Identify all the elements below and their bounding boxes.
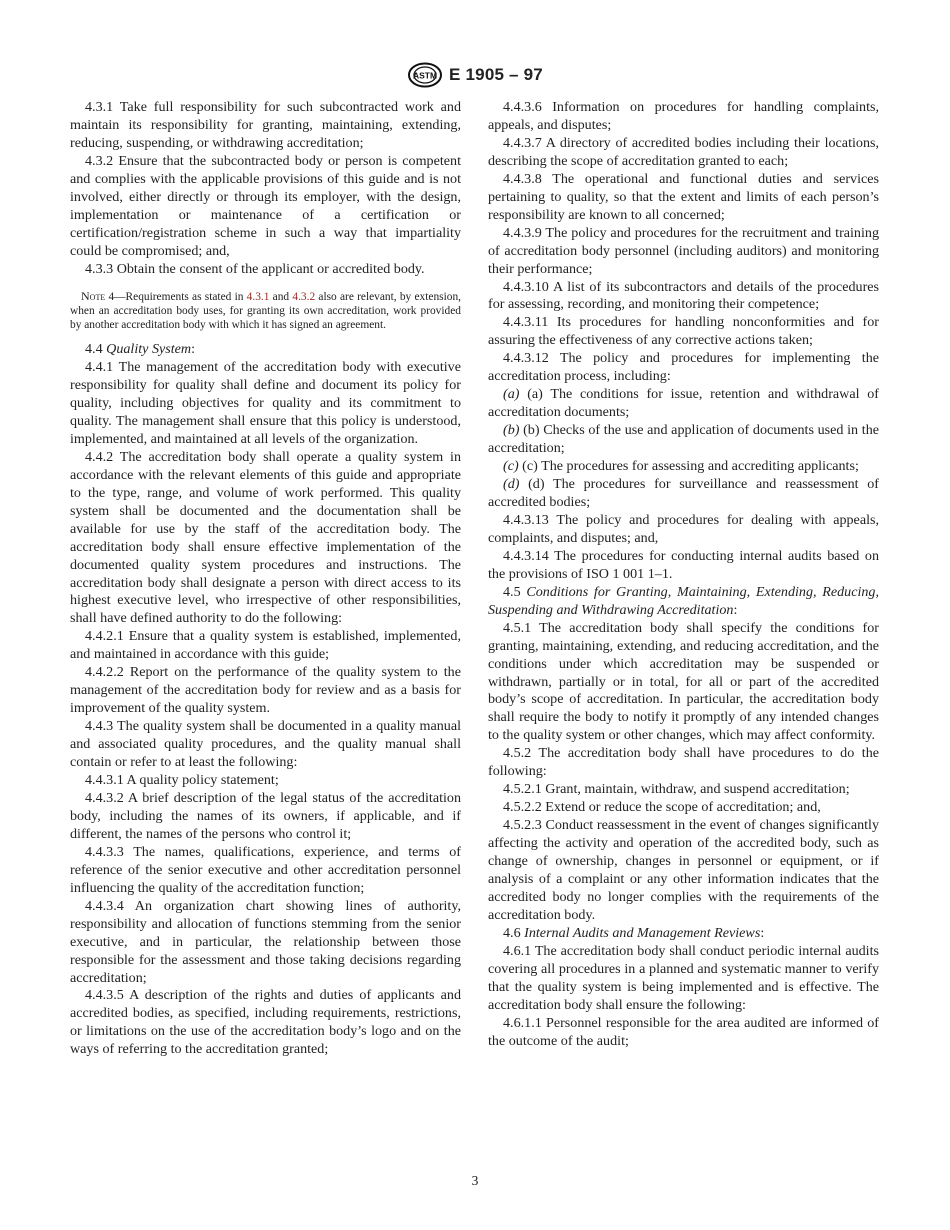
note-number: 4: [108, 290, 115, 303]
clause-4-4-1: 4.4.1 The management of the accreditation body with executive responsibility for quality shall define and document its policy for quality, including objectives for quality and its commitment to quality. The management shall ensure that this policy is understood, implemented, and maintained at all levels of the organization.: [70, 359, 461, 447]
clause-4-3-2: 4.3.2 Ensure that the subcontracted body or person is competent and complies with the applicable provisions of this guide and is not involved, either directly or through its employer, with the design, implementation or maintenance of a certification or certification/registration scheme in such a way that impartiality could be compromised; and,: [70, 152, 461, 259]
svg-text:ASTM: ASTM: [413, 70, 438, 81]
clause-4-4-3-9: 4.4.3.9 The policy and procedures for the recruitment and training of accreditation body personnel (including auditors) and monitoring their performance;: [488, 224, 879, 277]
list-item-d: (d) (d) The procedures for surveillance and reassessment of accredited bodies;: [488, 476, 879, 510]
list-item-c: (c) (c) The procedures for assessing and accrediting applicants;: [503, 458, 859, 475]
standard-designation: E 1905 – 97: [449, 65, 543, 84]
section-heading-4-5: 4.5 Conditions for Granting, Maintaining, Extending, Reducing, Suspending and Withdrawing Accreditation:: [488, 583, 879, 618]
clause-4-5-1: 4.5.1 The accreditation body shall specify the conditions for granting, maintaining, extending, and reducing accreditation, and the conditions under which accreditation may be suspended or withdrawn, partially or in total, for all or part of the accredited body’s scope of accreditation. In particular, the accreditation body shall require the body to notify it promptly of any intended changes to the quality system or other changes, which may affect conformity.: [488, 619, 879, 744]
ref-4-3-1-link[interactable]: 4.3.1: [246, 290, 270, 303]
clause-4-4-3-1: 4.4.3.1 A quality policy statement;: [85, 772, 279, 789]
astm-logo-icon: [407, 62, 443, 88]
note-4: Note 4—Requirements as stated in 4.3.1 and 4.3.2 also are relevant, by extension, when an accreditation body uses, for granting its own accreditation, work provided by another accreditation body with which it has signed an agreement.: [70, 288, 461, 331]
clause-4-4-3-2: 4.4.3.2 A brief description of the legal status of the accreditation body, including the names of its owners, if applicable, and if different, the names of the persons who control it;: [70, 789, 461, 842]
clause-4-4-3-3: 4.4.3.3 The names, qualifications, experience, and terms of reference of the senior executive and other accreditation personnel influencing the quality of the accreditation function;: [70, 843, 461, 896]
clause-4-4-2-1: 4.4.2.1 Ensure that a quality system is established, implemented, and maintained in accordance with this guide;: [70, 628, 461, 663]
page-number: 3: [471, 1173, 479, 1188]
clause-4-4-3-11: 4.4.3.11 Its procedures for handling nonconformities and for assuring the effectiveness of any corrective actions taken;: [488, 314, 879, 349]
clause-4-4-2: 4.4.2 The accreditation body shall operate a quality system in accordance with the relevant elements of this guide and appropriate to the type, range, and volume of work performed. This quality system shall be documented and the documentation shall be available for use by the staff of the accreditation body. The accreditation body shall ensure effective implementation of the documented quality system procedures and instructions. The accreditation body shall designate a person with direct access to its highest executive level, who irrespective of other responsibilities, shall have defined authority to do the following:: [70, 448, 461, 627]
clause-4-6-1-1: 4.6.1.1 Personnel responsible for the area audited are informed of the outcome of the audit;: [488, 1014, 879, 1049]
clause-4-4-3-10: 4.4.3.10 A list of its subcontractors and details of the procedures for assessing, recording, and monitoring their competence;: [488, 278, 879, 313]
section-heading-4-4: 4.4 Quality System:: [85, 341, 196, 358]
clause-4-4-3-6: 4.4.3.6 Information on procedures for handling complaints, appeals, and disputes;: [488, 99, 879, 133]
clause-4-4-3-4: 4.4.3.4 An organization chart showing lines of authority, responsibility and allocation of functions stemming from the senior executive, and in particular, the relationship between those responsible for the assessment and those taking decisions regarding accreditation;: [70, 897, 461, 986]
clause-4-4-3-13: 4.4.3.13 The policy and procedures for dealing with appeals, complaints, and disputes; and,: [488, 511, 879, 546]
section-heading-4-6: 4.6 Internal Audits and Management Reviews:: [503, 924, 765, 941]
list-item-b: (b) (b) Checks of the use and application of documents used in the accreditation;: [488, 422, 879, 457]
clause-4-3-3: 4.3.3 Obtain the consent of the applicant or accredited body.: [85, 260, 425, 277]
clause-4-5-2-1: 4.5.2.1 Grant, maintain, withdraw, and suspend accreditation;: [503, 781, 850, 798]
clause-4-5-2: 4.5.2 The accreditation body shall have procedures to do the following:: [488, 745, 879, 780]
clause-4-4-3-12: 4.4.3.12 The policy and procedures for implementing the accreditation process, including:: [488, 350, 879, 385]
clause-4-5-2-2: 4.5.2.2 Extend or reduce the scope of accreditation; and,: [503, 799, 821, 816]
clause-4-6-1: 4.6.1 The accreditation body shall conduct periodic internal audits covering all procedures in a planned and systematic manner to verify that the quality system is being implemented and is effective. The accreditation body shall ensure the following:: [488, 942, 879, 1013]
clause-4-4-2-2: 4.4.2.2 Report on the performance of the quality system to the management of the accreditation body for review and as a basis for improvement of the quality system.: [70, 664, 461, 717]
left-column: [70, 99, 461, 1059]
clause-4-4-3-7: 4.4.3.7 A directory of accredited bodies including their locations, describing the scope of accreditation granted to each;: [488, 134, 879, 169]
clause-4-4-3-8: 4.4.3.8 The operational and functional duties and services pertaining to quality, so that the extent and limits of each person’s responsibility are known to all concerned;: [488, 170, 879, 223]
clause-4-4-3-5: 4.4.3.5 A description of the rights and duties of applicants and accredited bodies, as specified, including requirements, restrictions, or limitations on the use of the accreditation body’s logo and on the ways of referring to the accreditation granted;: [70, 987, 461, 1058]
clause-4-4-3: 4.4.3 The quality system shall be documented in a quality manual and associated quality procedures, and the quality manual shall contain or refer to at least the following:: [70, 718, 461, 771]
clause-4-4-3-14: 4.4.3.14 The procedures for conducting internal audits based on the provisions of ISO 1 001 1–1.: [488, 547, 879, 582]
right-column: [488, 99, 879, 1051]
list-item-a: (a) (a) The conditions for issue, retention and withdrawal of accreditation documents;: [488, 386, 879, 421]
ref-4-3-2-link[interactable]: 4.3.2: [292, 290, 316, 303]
clause-4-5-2-3: 4.5.2.3 Conduct reassessment in the event of changes significantly affecting the activity and operation of the accredited body, such as change of ownership, changes in personnel or equipment, or if analysis of a complaint or any other information indicates that the accredited body no longer complies with the requirements of the accreditation body.: [488, 817, 879, 923]
clause-4-3-1: 4.3.1 Take full responsibility for such subcontracted work and maintain its responsibility for granting, maintaining, extending, reducing, suspending, or withdrawing accreditation;: [70, 99, 461, 151]
note-label: Note: [81, 288, 106, 303]
page-header: [0, 62, 950, 92]
